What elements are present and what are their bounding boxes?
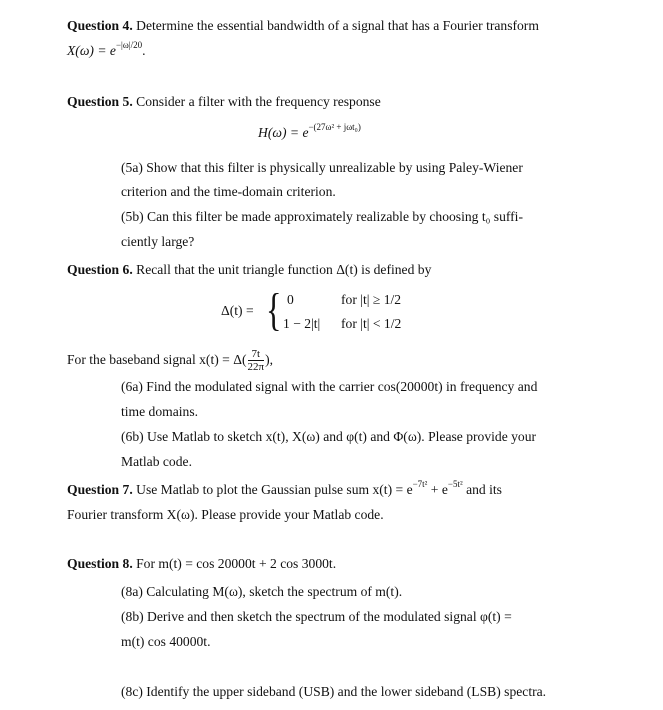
- q5a-line2: criterion and the time-domain criterion.: [121, 184, 336, 199]
- q6-baseband-text: For the baseband signal x(t) = Δ(: [67, 352, 247, 367]
- q6-def-lhs: Δ(t) =: [221, 303, 254, 318]
- q5-intro-line: [67, 93, 381, 111]
- q6b-line1: (6b) Use Matlab to sketch x(t), X(ω) and φ(t) and Φ(ω). Please provide your: [121, 429, 537, 444]
- q4-formula-exp: −|ω|/20: [115, 40, 143, 51]
- q6-frac-den: 22π: [247, 361, 265, 374]
- q8c-line: (8c) Identify the upper sideband (USB) and the lower sideband (LSB) spectra.: [121, 684, 547, 699]
- q5b-line1: (5b) Can this filter be made approximately realizable by choosing t₀ suffi-: [121, 209, 523, 224]
- q7-line1-post: and its: [462, 482, 502, 497]
- q8-intro-line: [67, 555, 336, 573]
- q6-case1-cond: for |t| ≥ 1/2: [341, 292, 402, 307]
- q7-line1-pre: Use Matlab to plot the Gaussian pulse sum x(t) = e: [136, 482, 413, 497]
- q8a-line: (8a) Calculating M(ω), sketch the spectrum of m(t).: [121, 584, 403, 599]
- q4-formula-lhs: X(ω) = e: [67, 43, 116, 58]
- q5-label: Question 5.: [67, 94, 133, 109]
- q6-case1-value: 0: [287, 292, 294, 307]
- q5a-line1: (5a) Show that this filter is physically unrealizable by using Paley-Wiener: [121, 160, 523, 175]
- q6-frac-num: 7t: [248, 348, 265, 361]
- q4-formula-end: .: [142, 43, 146, 58]
- q7-label: Question 7.: [67, 482, 133, 497]
- q6-intro: Recall that the unit triangle function Δ(t) is defined by: [136, 262, 432, 277]
- q5-formula: [258, 124, 361, 142]
- q8b-line1: (8b) Derive and then sketch the spectrum of the modulated signal φ(t) =: [121, 609, 512, 624]
- q4-text: Determine the essential bandwidth of a signal that has a Fourier transform: [136, 18, 539, 33]
- q5-intro: Consider a filter with the frequency response: [136, 94, 381, 109]
- q8b-line2: m(t) cos 40000t.: [121, 634, 211, 649]
- left-brace-icon: {: [266, 284, 282, 335]
- q6a-line2: time domains.: [121, 404, 199, 419]
- q6-label: Question 6.: [67, 262, 133, 277]
- q4-line1: [67, 17, 539, 35]
- q4-formula: [67, 42, 145, 60]
- q4-label: Question 4.: [67, 18, 133, 33]
- q7-exp2: −5t²: [447, 479, 463, 490]
- q6a-line1: (6a) Find the modulated signal with the carrier cos(20000t) in frequency and: [121, 379, 538, 394]
- q6-case2-value: 1 − 2|t|: [283, 316, 321, 331]
- q6b-line2: Matlab code.: [121, 454, 192, 469]
- q6-fraction: [248, 348, 265, 373]
- q7-line2: Fourier transform X(ω). Please provide your Matlab code.: [67, 507, 384, 522]
- q6-baseband: [67, 347, 273, 373]
- q5-formula-lhs: H(ω) = e: [258, 125, 309, 140]
- q8-intro: For m(t) = cos 20000t + 2 cos 3000t.: [136, 556, 337, 571]
- q8-label: Question 8.: [67, 556, 133, 571]
- q6-intro-line: [67, 261, 431, 279]
- q6-case2-cond: for |t| < 1/2: [341, 316, 402, 331]
- q6-baseband-end: ),: [265, 352, 273, 367]
- q5b-line2: ciently large?: [121, 234, 195, 249]
- q7-line1: [67, 481, 502, 499]
- q7-plus: + e: [427, 482, 448, 497]
- q7-exp1: −7t²: [412, 479, 428, 490]
- q5-formula-exp: −(27ω² + jωt₀): [308, 122, 361, 133]
